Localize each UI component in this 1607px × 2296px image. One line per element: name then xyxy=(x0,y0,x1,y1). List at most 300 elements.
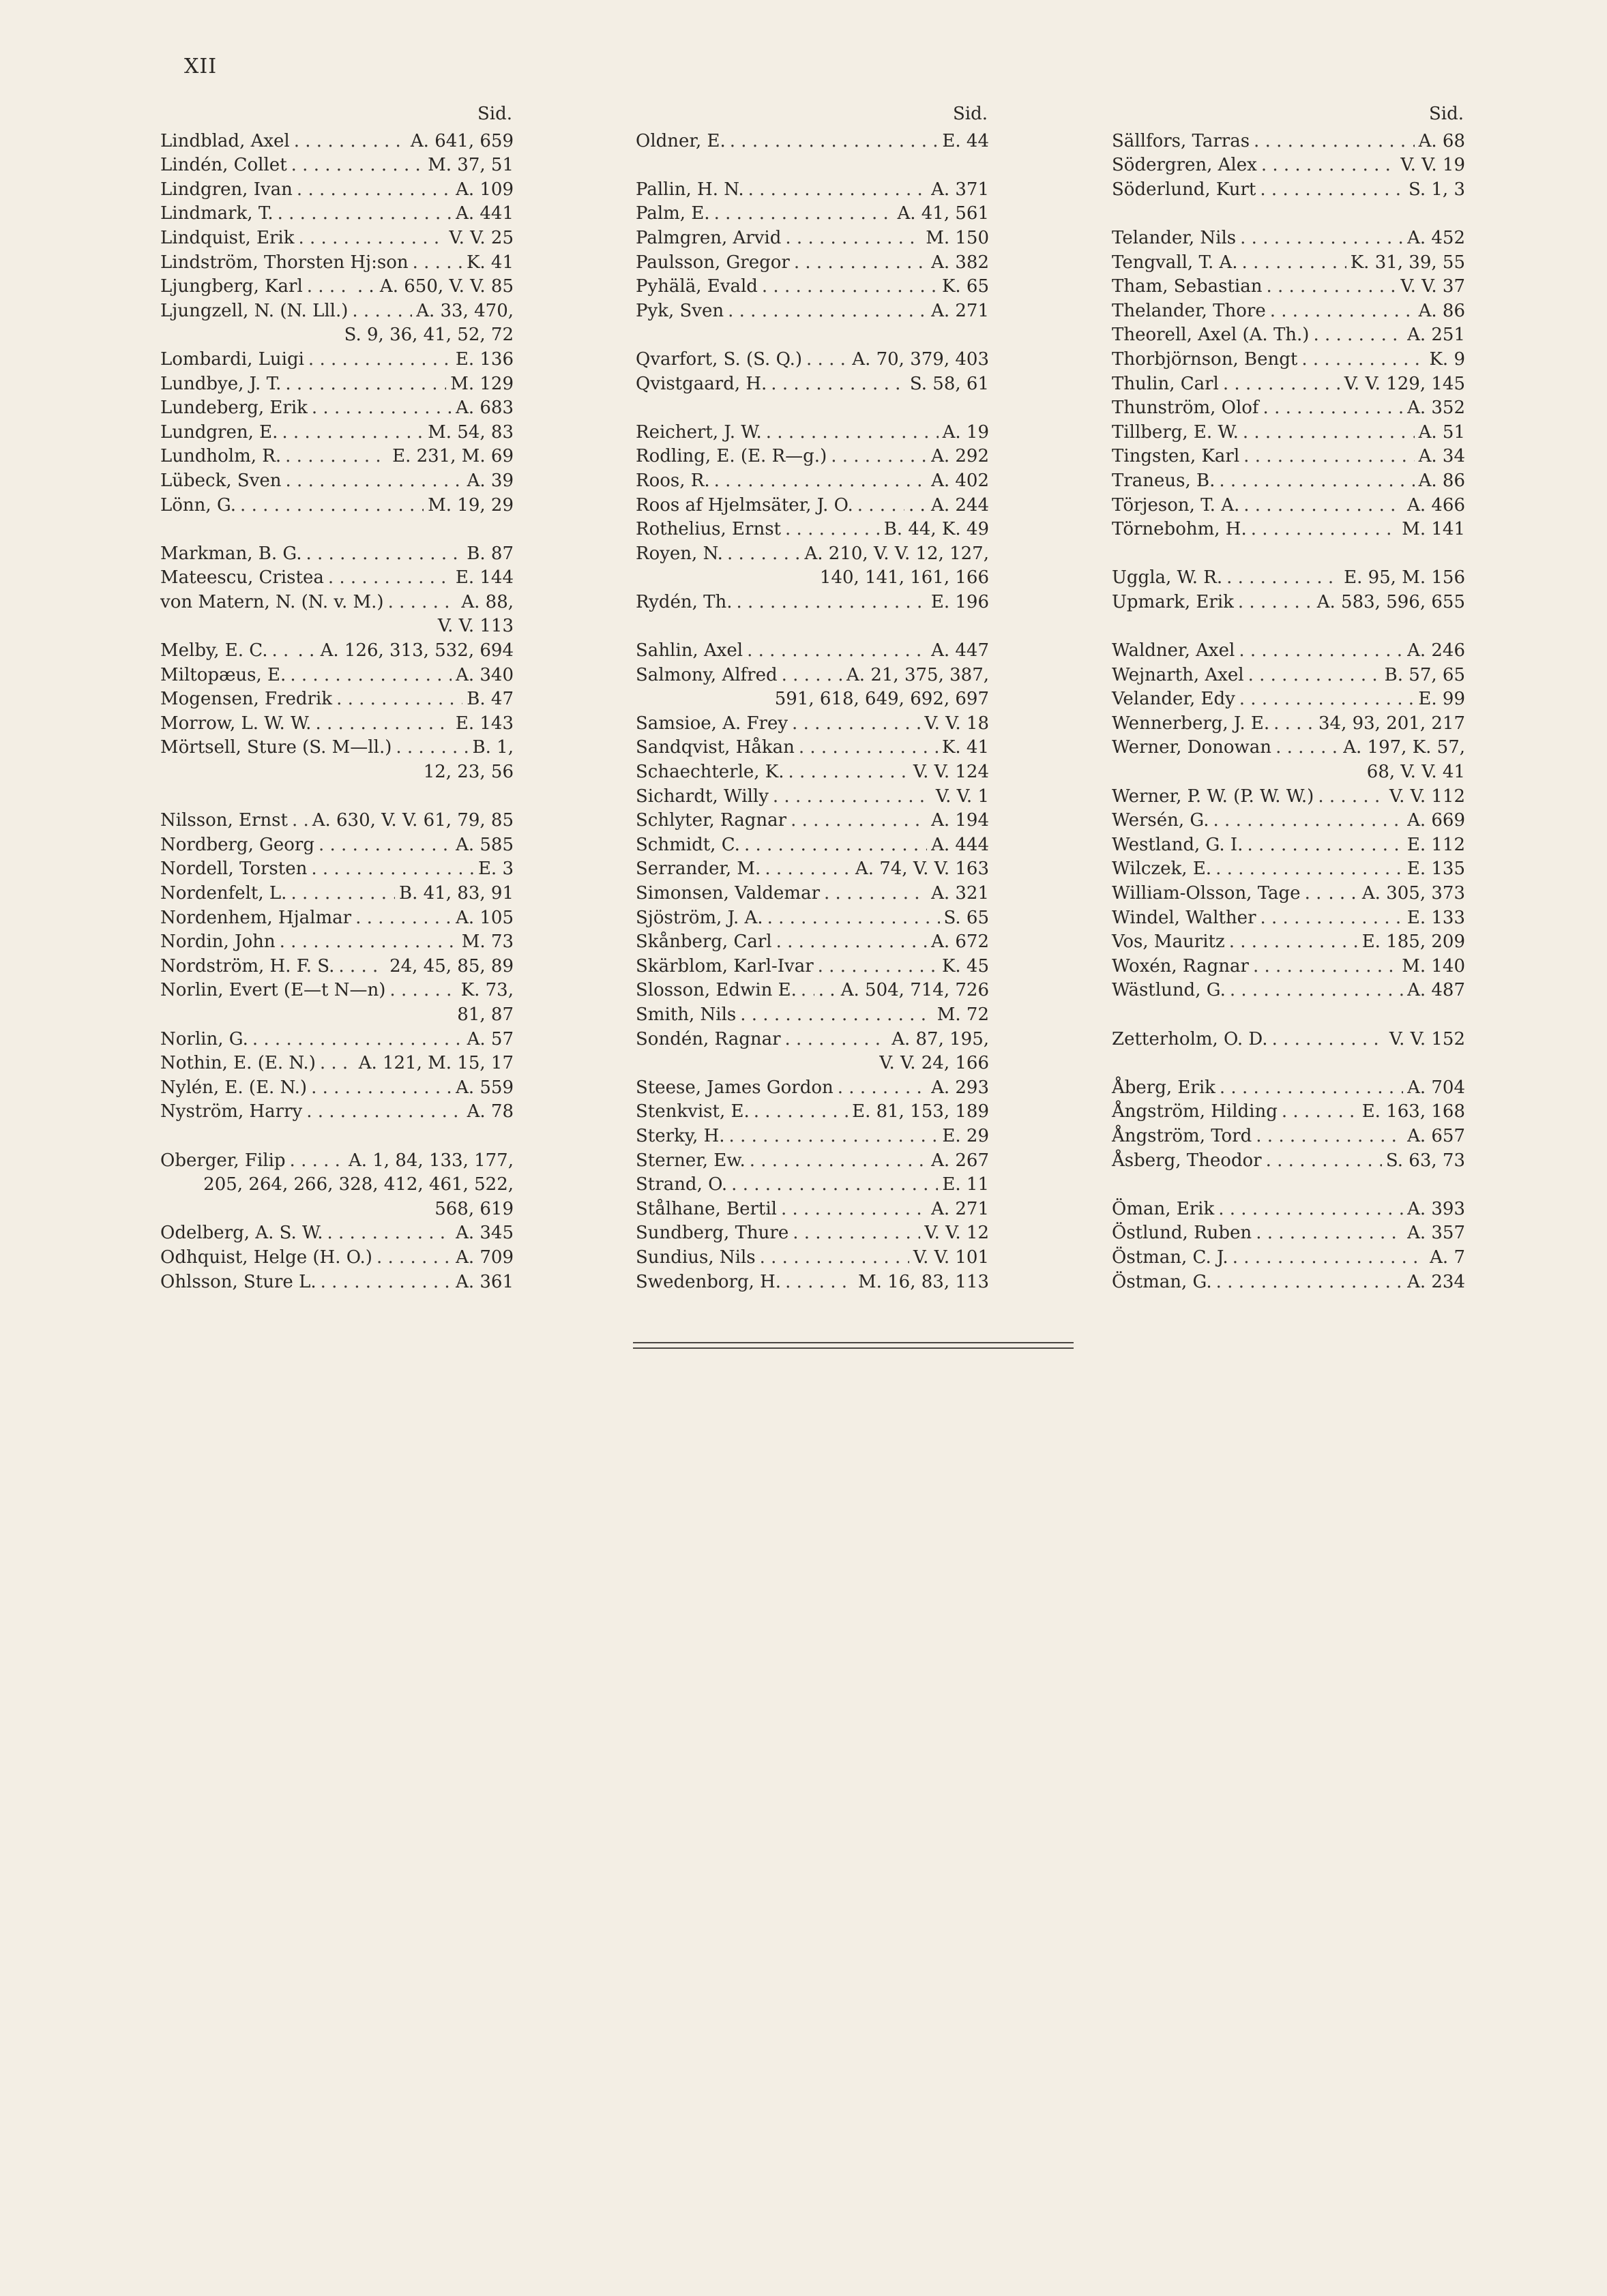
dot-leader xyxy=(731,1173,938,1197)
entry-page-reference: A. 271 xyxy=(931,300,989,321)
entry-page-reference: E. 231, M. 69 xyxy=(392,446,514,467)
index-entry xyxy=(1112,1124,1465,1149)
entry-name: Nordell, Torsten xyxy=(160,859,308,880)
entry-page-reference: A. 393 xyxy=(1407,1198,1465,1219)
entry-name: Sjöström, J. A. xyxy=(636,907,763,928)
entry-page-reference: A. 246 xyxy=(1407,640,1465,661)
dot-leader xyxy=(838,1076,927,1101)
entry-page-reference: K. 9 xyxy=(1429,348,1465,370)
dot-leader xyxy=(352,299,412,324)
dot-leader xyxy=(320,1052,355,1076)
entry-name: Pyk, Sven xyxy=(636,300,724,321)
entry-page-reference: A. 19 xyxy=(942,421,989,443)
entry-name: Södergren, Alex xyxy=(1112,155,1257,176)
index-entry xyxy=(1112,226,1465,251)
entry-page-reference: A. 669 xyxy=(1407,810,1465,831)
dot-leader xyxy=(750,1149,927,1174)
index-entry xyxy=(1112,372,1465,397)
entry-page-reference: A. 7 xyxy=(1430,1247,1465,1268)
column-header: Sid. xyxy=(1428,104,1464,124)
entry-name: Ångström, Hilding xyxy=(1112,1101,1278,1122)
dot-leader xyxy=(744,833,927,858)
dot-leader xyxy=(297,178,452,203)
dot-leader xyxy=(1256,1221,1403,1246)
dot-leader xyxy=(748,178,927,203)
entry-name: Westland, G. I. xyxy=(1112,834,1243,855)
index-entry xyxy=(1112,1149,1465,1174)
entry-name: Salmony, Alfred xyxy=(636,664,778,685)
index-entry xyxy=(160,906,514,931)
index-entries xyxy=(160,130,514,1295)
index-entry xyxy=(160,1052,514,1076)
entry-name: Smith, Nils xyxy=(636,1004,737,1025)
dot-leader xyxy=(1220,1076,1403,1101)
entry-page-reference: A. 70, 379, 403 xyxy=(852,348,989,370)
entry-page-reference: . . . A. 305, 373 xyxy=(1328,883,1465,904)
index-entry xyxy=(160,469,514,494)
dot-leader xyxy=(396,736,468,760)
entry-page-reference: A. 251 xyxy=(1407,325,1465,346)
entry-name: Lindquist, Erik xyxy=(160,227,295,248)
entry-name: Sondén, Ragnar xyxy=(636,1028,781,1049)
entry-name: Royen, N. xyxy=(636,543,723,564)
entry-page-reference: E. 143 xyxy=(455,713,514,734)
entry-page-reference: A. 704 xyxy=(1407,1077,1465,1098)
index-entry xyxy=(160,178,514,203)
entry-name: Wästlund, G. xyxy=(1112,980,1226,1001)
dot-leader xyxy=(336,687,462,712)
entry-page-reference: A. 371 xyxy=(931,179,989,200)
index-entry xyxy=(636,469,989,494)
entry-page-reference: A. 105 xyxy=(456,907,514,928)
dot-leader xyxy=(1223,372,1340,397)
entry-name: Theorell, Axel (A. Th.) xyxy=(1112,325,1310,346)
dot-leader xyxy=(1216,1270,1403,1295)
column-header: Sid. xyxy=(952,104,988,124)
entry-name: Upmark, Erik xyxy=(1112,591,1234,612)
index-entry xyxy=(160,1100,514,1124)
dot-leader xyxy=(728,299,927,324)
entry-name: Mörtsell, Sture (S. M—ll.) xyxy=(160,737,392,758)
dot-leader xyxy=(1248,664,1381,688)
index-entry xyxy=(160,833,514,858)
index-entries xyxy=(1112,130,1465,1295)
entry-name: Åberg, Erik xyxy=(1112,1077,1215,1098)
index-entry xyxy=(1112,494,1465,518)
index-entry xyxy=(160,130,514,154)
entry-name: Oberger, Filip xyxy=(160,1150,286,1171)
entry-page-reference: V. V. 124 xyxy=(913,762,989,783)
dot-leader xyxy=(1266,1149,1382,1174)
entry-name: Roos, R. xyxy=(636,470,710,491)
index-entry xyxy=(636,833,989,858)
index-entry xyxy=(636,930,989,955)
entry-page-reference: E. 95, M. 156 xyxy=(1344,567,1465,588)
dot-leader xyxy=(727,542,801,567)
entry-page-reference: A. 444 xyxy=(931,834,989,855)
index-entry xyxy=(160,687,514,712)
index-entry xyxy=(636,251,989,275)
dot-leader xyxy=(292,809,308,833)
entry-page-reference: A. 402 xyxy=(931,470,989,491)
entry-page-reference: A. 21, 375, 387, xyxy=(846,664,989,685)
entry-page-reference: A. 352 xyxy=(1407,398,1465,419)
entry-page-reference: M. 150 xyxy=(926,227,989,248)
dot-leader xyxy=(767,906,940,931)
dot-leader xyxy=(377,1246,452,1270)
entry-name: Tham, Sebastian xyxy=(1112,276,1263,297)
entry-page-reference: A. 641, 659 xyxy=(410,130,514,151)
letter-group-spacer xyxy=(636,396,989,421)
entry-page-reference: A. 109 xyxy=(456,179,514,200)
entry-page-reference: E. 196 xyxy=(930,591,989,612)
index-entry xyxy=(160,1246,514,1270)
entry-page-reference: A. 466 xyxy=(1407,494,1465,516)
index-entry xyxy=(636,421,989,445)
dot-leader xyxy=(788,760,909,785)
index-entry xyxy=(1112,299,1465,324)
index-entry xyxy=(1112,857,1465,882)
dot-leader xyxy=(1238,591,1313,615)
entry-name: Reichert, J. W. xyxy=(636,421,762,443)
index-entry xyxy=(1112,469,1465,494)
index-entry xyxy=(160,275,514,299)
dot-leader xyxy=(327,1221,452,1246)
letter-group-spacer xyxy=(1112,1003,1465,1028)
entry-reference-continuation: V. V. 24, 166 xyxy=(879,1053,989,1074)
dot-leader xyxy=(389,979,456,1003)
entry-page-reference: A. 86 xyxy=(1418,300,1465,321)
dot-leader xyxy=(793,1221,920,1246)
index-entry xyxy=(636,1270,989,1295)
dot-leader xyxy=(321,1270,452,1295)
dot-leader xyxy=(785,1270,854,1295)
entry-name: Ljungzell, N. (N. Lll.) xyxy=(160,300,349,321)
entry-name: Östman, C. J. xyxy=(1112,1247,1228,1268)
entry-page-reference: E. 44 xyxy=(942,130,989,151)
entry-name: Ljungberg, Karl xyxy=(160,276,303,297)
dot-leader xyxy=(831,445,927,469)
dot-leader xyxy=(1230,979,1403,1003)
entry-page-reference: A. 197, K. 57, xyxy=(1343,737,1465,758)
entry-page-reference: A. 88, xyxy=(461,591,514,612)
letter-group-spacer xyxy=(160,785,514,809)
entry-page-reference: A. 447 xyxy=(931,640,989,661)
dot-leader xyxy=(781,1197,927,1222)
entry-page-reference: A. 321 xyxy=(931,883,989,904)
index-entry xyxy=(160,1028,514,1052)
index-entry xyxy=(160,421,514,445)
entry-name: Sandqvist, Håkan xyxy=(636,737,795,758)
dot-leader xyxy=(762,275,938,299)
dot-leader xyxy=(857,494,904,518)
dot-leader xyxy=(290,1149,344,1174)
index-entry xyxy=(1112,1246,1465,1270)
entry-name: Swedenborg, H. xyxy=(636,1271,782,1292)
index-entry xyxy=(636,1221,989,1246)
entry-page-reference: A. 293 xyxy=(931,1077,989,1098)
index-entry xyxy=(160,882,514,906)
entry-name: Ohlsson, Sture L. xyxy=(160,1271,316,1292)
index-entry xyxy=(1112,421,1465,445)
entry-name: Nordenfelt, L. xyxy=(160,883,287,904)
dot-leader xyxy=(801,979,814,1003)
index-entry xyxy=(636,1173,989,1197)
dot-leader xyxy=(760,1246,909,1270)
entry-page-reference: . . A. 244 xyxy=(909,494,989,516)
dot-leader xyxy=(782,664,842,688)
entry-name: Lundbye, J. T. xyxy=(160,373,282,394)
index-entry xyxy=(1112,639,1465,664)
dot-leader xyxy=(1219,469,1414,494)
entry-page-reference: E. 29 xyxy=(942,1125,989,1146)
dot-leader xyxy=(1256,1124,1403,1149)
dot-leader xyxy=(388,591,458,615)
entry-name: Rothelius, Ernst xyxy=(636,519,782,540)
dot-leader xyxy=(1215,857,1403,882)
entry-page-reference: V. V. 152 xyxy=(1389,1028,1465,1049)
entry-page-reference: A. 292 xyxy=(931,446,989,467)
dot-leader xyxy=(714,202,894,226)
dot-leader xyxy=(736,591,926,615)
letter-group-spacer xyxy=(160,518,514,542)
entry-reference-continuation: 140, 141, 161, 166 xyxy=(819,567,989,588)
index-column-3 xyxy=(1112,102,1465,1294)
index-entry xyxy=(636,1100,989,1124)
entry-name: Nordström, H. F. S. xyxy=(160,955,335,976)
dot-leader xyxy=(1272,1028,1385,1052)
index-entry xyxy=(160,712,514,736)
index-entry xyxy=(160,202,514,226)
index-entry xyxy=(636,542,989,591)
index-entry xyxy=(160,736,514,784)
entry-page-reference: M. 54, 83 xyxy=(428,421,514,443)
entry-name: Norlin, Evert (E—t N—n) xyxy=(160,980,386,1001)
entry-page-reference: V. V. 18 xyxy=(924,713,989,734)
letter-group-spacer xyxy=(1112,1052,1465,1076)
entry-page-reference: A. 345 xyxy=(456,1223,514,1244)
entry-name: Schmidt, C. xyxy=(636,834,740,855)
entry-name: Markman, B. G. xyxy=(160,543,302,564)
entry-page-reference: A. 33, 470, xyxy=(416,300,514,321)
index-entry xyxy=(160,664,514,688)
entry-page-reference: . . A. 650, V. V. 85 xyxy=(357,276,514,297)
dot-leader xyxy=(754,1100,848,1124)
index-entry xyxy=(636,372,989,397)
index-entry xyxy=(636,226,989,251)
entry-page-reference: A. 382 xyxy=(931,252,989,273)
dot-leader xyxy=(771,372,906,397)
entry-page-reference: B. 57, 65 xyxy=(1384,664,1465,685)
dot-leader xyxy=(291,882,395,906)
dot-leader xyxy=(1276,736,1339,760)
dot-leader xyxy=(1243,421,1415,445)
entry-name: Sundius, Nils xyxy=(636,1247,756,1268)
entry-name: Vos, Mauritz xyxy=(1112,931,1225,953)
index-entry xyxy=(636,1124,989,1149)
dot-leader xyxy=(338,955,385,979)
dot-leader xyxy=(1273,712,1314,736)
entry-name: Strand, O. xyxy=(636,1174,728,1195)
dot-leader xyxy=(312,396,452,421)
entry-name: Thelander, Thore xyxy=(1112,300,1266,321)
entry-name: Törnebohm, H. xyxy=(1112,519,1247,540)
entry-page-reference: A. 57 xyxy=(467,1028,514,1049)
entry-page-reference: M. 19, 29 xyxy=(428,494,514,516)
entry-page-reference: A. 34 xyxy=(1418,446,1465,467)
dot-leader xyxy=(1213,809,1404,833)
entry-page-reference: V. V. 129, 145 xyxy=(1344,373,1465,394)
entry-reference-continuation: V. V. 113 xyxy=(437,616,514,637)
dot-leader xyxy=(1251,518,1398,542)
entry-name: William-Olsson, Tage xyxy=(1112,883,1301,904)
index-entry xyxy=(1112,178,1465,203)
entry-name: Lindblad, Axel xyxy=(160,130,290,151)
entry-page-reference: K. 31, 39, 55 xyxy=(1350,252,1465,273)
index-entries xyxy=(636,130,989,1295)
entry-page-reference: M. 73 xyxy=(461,931,514,953)
index-entry xyxy=(1112,1028,1465,1052)
index-entry xyxy=(636,809,989,833)
index-entry xyxy=(636,130,989,154)
entry-page-reference: A. 585 xyxy=(456,834,514,855)
entry-name: Nyström, Harry xyxy=(160,1101,303,1122)
index-entry xyxy=(1112,955,1465,979)
entry-page-reference: E. 163, 168 xyxy=(1361,1101,1465,1122)
entry-page-reference: A. 630, V. V. 61, 79, 85 xyxy=(312,810,514,831)
index-entry xyxy=(1112,251,1465,275)
index-entry xyxy=(1112,809,1465,833)
index-entry xyxy=(1112,712,1465,736)
dot-leader xyxy=(307,275,353,299)
entry-page-reference: A. 340 xyxy=(456,664,514,685)
index-entry xyxy=(1112,882,1465,906)
entry-page-reference: A. 51 xyxy=(1418,421,1465,443)
entry-name: Nordberg, Georg xyxy=(160,834,314,855)
index-entry xyxy=(160,955,514,979)
entry-page-reference: A. 234 xyxy=(1407,1271,1465,1292)
entry-name: Samsioe, A. Frey xyxy=(636,713,788,734)
entry-page-reference: S. 58, 61 xyxy=(909,373,989,394)
dot-leader xyxy=(785,1028,888,1052)
dot-leader xyxy=(730,130,939,154)
entry-name: Slosson, Edwin E. xyxy=(636,980,797,1001)
index-column-2 xyxy=(636,102,989,1294)
entry-name: Norlin, G. xyxy=(160,1028,248,1049)
dot-leader xyxy=(291,153,424,178)
letter-group-spacer xyxy=(1112,542,1465,567)
entry-page-reference: B. 1, xyxy=(472,737,514,758)
entry-name: Windel, Walther xyxy=(1112,907,1256,928)
index-entry xyxy=(1112,1221,1465,1246)
index-entry xyxy=(1112,906,1465,931)
index-entry xyxy=(636,760,989,785)
letter-group-spacer xyxy=(636,153,989,178)
letter-group-spacer xyxy=(1112,614,1465,639)
dot-leader xyxy=(1240,226,1403,251)
index-entry xyxy=(160,1221,514,1246)
index-entry xyxy=(636,712,989,736)
dot-leader xyxy=(311,857,474,882)
index-entry xyxy=(1112,833,1465,858)
entry-page-reference: E. 136 xyxy=(455,348,514,370)
dot-leader xyxy=(306,1100,462,1124)
dot-leader xyxy=(315,712,451,736)
entry-page-reference: K. 73, xyxy=(460,980,514,1001)
entry-page-reference: A. 709 xyxy=(456,1247,514,1268)
entry-name: Roos af Hjelmsäter, J. O. xyxy=(636,494,853,516)
dot-leader xyxy=(319,833,452,858)
entry-name: Palm, E. xyxy=(636,203,710,224)
entry-page-reference: M. 72 xyxy=(937,1004,989,1025)
dot-leader xyxy=(311,1076,452,1101)
entry-name: Telander, Nils xyxy=(1112,227,1237,248)
index-entry xyxy=(160,639,514,664)
page-number: XII xyxy=(184,55,218,78)
entry-page-reference: A. 78 xyxy=(467,1101,514,1122)
index-entry xyxy=(636,348,989,372)
index-entry xyxy=(636,639,989,664)
entry-page-reference: A. 559 xyxy=(456,1077,514,1098)
dot-leader xyxy=(1282,1100,1358,1124)
dot-leader xyxy=(1242,251,1346,275)
entry-name: Skärblom, Karl-Ivar xyxy=(636,955,814,976)
entry-page-reference: M. 37, 51 xyxy=(428,155,514,176)
entry-page-reference: A. 357 xyxy=(1407,1223,1465,1244)
letter-group-spacer xyxy=(636,614,989,639)
entry-page-reference: V. V. 37 xyxy=(1400,276,1465,297)
index-entry xyxy=(636,1197,989,1222)
entry-page-reference: S. 65 xyxy=(943,907,989,928)
entry-name: Rydén, Th. xyxy=(636,591,733,612)
dot-leader xyxy=(1239,687,1415,712)
index-entry xyxy=(636,1028,989,1076)
index-entry xyxy=(160,1149,514,1222)
double-rule-divider xyxy=(633,1342,1074,1349)
entry-page-reference: B. 44, K. 49 xyxy=(883,519,989,540)
index-entry xyxy=(636,591,989,615)
index-entry xyxy=(1112,445,1465,469)
entry-name: Sundberg, Thure xyxy=(636,1223,789,1244)
index-entry xyxy=(1112,348,1465,372)
entry-name: Stenkvist, E. xyxy=(636,1101,750,1122)
entry-page-reference: V. V. 25 xyxy=(449,227,514,248)
entry-name: Schlyter, Ragnar xyxy=(636,810,787,831)
entry-name: von Matern, N. (N. v. M.) xyxy=(160,591,384,612)
index-entry xyxy=(636,857,989,882)
entry-name: Nordin, John xyxy=(160,931,276,953)
dot-leader xyxy=(413,251,462,275)
entry-page-reference: A. 39 xyxy=(467,470,514,491)
entry-name: Sterner, Ew. xyxy=(636,1150,746,1171)
dot-leader xyxy=(1253,955,1398,979)
dot-leader xyxy=(271,639,293,664)
entry-name: Lübeck, Sven xyxy=(160,470,282,491)
entry-name: Schaechterle, K. xyxy=(636,762,784,783)
entry-name: Tingsten, Karl xyxy=(1112,446,1240,467)
index-entry xyxy=(1112,736,1465,784)
entry-name: Uggla, W. R. xyxy=(1112,567,1223,588)
index-entry xyxy=(160,299,514,348)
dot-leader xyxy=(306,542,462,567)
entry-page-reference: A. 657 xyxy=(1407,1125,1465,1146)
entry-reference-continuation: 12, 23, 56 xyxy=(423,762,514,783)
entry-page-reference: A. 361 xyxy=(456,1271,514,1292)
entry-page-reference: K. 45 xyxy=(941,955,989,976)
entry-name: Lindström, Thorsten Hj:son xyxy=(160,252,409,273)
entry-page-reference: V. V. 12 xyxy=(924,1223,989,1244)
entry-page-reference: E. 11 xyxy=(942,1174,989,1195)
